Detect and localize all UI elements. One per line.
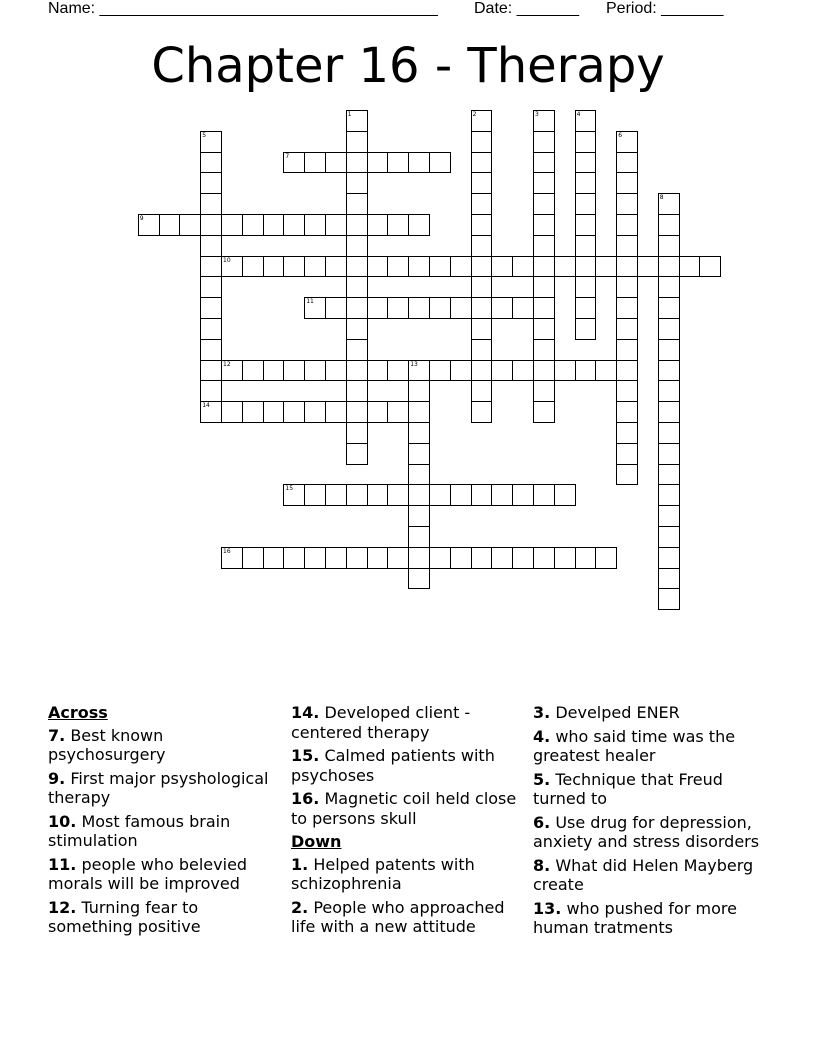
- grid-cell[interactable]: [221, 360, 243, 382]
- grid-cell[interactable]: [200, 256, 222, 278]
- grid-cell[interactable]: [658, 380, 680, 402]
- clue-number: 1: [347, 111, 352, 118]
- clue-down-8: 8. What did Helen Mayberg create: [533, 855, 754, 894]
- grid-cell[interactable]: [471, 193, 493, 215]
- grid-cell[interactable]: [616, 193, 638, 215]
- grid-cell[interactable]: [533, 193, 555, 215]
- grid-cell[interactable]: [658, 484, 680, 506]
- clue-number: 13: [410, 360, 418, 368]
- clue-number: 16: [223, 547, 231, 555]
- clue-down-6: 6. Use drug for depression, anxiety and stress disorders: [533, 812, 760, 851]
- grid-cell[interactable]: [658, 318, 680, 340]
- clue-number: 15: [285, 485, 294, 493]
- grid-cell[interactable]: [575, 131, 597, 153]
- clue-down-13: 13. who pushed for more human tratments: [533, 898, 737, 937]
- grid-cell[interactable]: [346, 256, 368, 278]
- clues-column-2: [291, 703, 523, 941]
- grid-cell[interactable]: [346, 235, 368, 257]
- grid-cell[interactable]: [221, 401, 243, 423]
- grid-cell[interactable]: [283, 214, 305, 236]
- grid-cell[interactable]: [387, 214, 409, 236]
- clue-across-12: 12. Turning fear to something positive: [48, 897, 201, 936]
- grid-cell[interactable]: [325, 401, 347, 423]
- grid-cell[interactable]: [616, 318, 638, 340]
- grid-cell[interactable]: [263, 401, 285, 423]
- grid-cell[interactable]: [179, 214, 201, 236]
- grid-cell[interactable]: [263, 360, 285, 382]
- grid-cell[interactable]: [533, 547, 555, 569]
- grid-cell[interactable]: [263, 256, 285, 278]
- grid-cell[interactable]: [408, 547, 430, 569]
- grid-cell[interactable]: [595, 360, 617, 382]
- grid-cell[interactable]: [575, 276, 597, 298]
- grid-cell[interactable]: [471, 131, 493, 153]
- grid-cell[interactable]: [658, 401, 680, 423]
- grid-cell[interactable]: [304, 547, 326, 569]
- grid-cell[interactable]: [429, 297, 451, 319]
- grid-cell[interactable]: [471, 401, 493, 423]
- grid-cell[interactable]: [575, 193, 597, 215]
- grid-cell[interactable]: [471, 172, 493, 194]
- grid-cell[interactable]: [616, 256, 638, 278]
- grid-cell[interactable]: [616, 339, 638, 361]
- grid-cell[interactable]: [242, 256, 264, 278]
- grid-cell[interactable]: [367, 547, 389, 569]
- grid-cell[interactable]: [679, 256, 701, 278]
- grid-cell[interactable]: [471, 235, 493, 257]
- clue-across-14: 14. Developed client - centered therapy: [291, 703, 471, 742]
- grid-cell[interactable]: [429, 256, 451, 278]
- grid-cell[interactable]: [346, 547, 368, 569]
- grid-cell[interactable]: [304, 297, 326, 319]
- grid-cell[interactable]: [408, 422, 430, 444]
- grid-cell[interactable]: [200, 131, 222, 153]
- date-field-label: Date: _______: [474, 0, 579, 17]
- grid-cell[interactable]: [658, 547, 680, 569]
- clue-across-15: 15. Calmed patients with psychoses: [291, 746, 495, 785]
- clue-down-4: 4. who said time was the greatest healer: [533, 726, 736, 765]
- clue-across-10: 10. Most famous brain stimulation: [48, 811, 231, 850]
- grid-cell[interactable]: [658, 360, 680, 382]
- grid-cell[interactable]: [554, 360, 576, 382]
- grid-cell[interactable]: [242, 401, 264, 423]
- grid-cell[interactable]: [658, 256, 680, 278]
- grid-cell[interactable]: [491, 547, 513, 569]
- grid-cell[interactable]: [471, 110, 493, 132]
- grid-cell[interactable]: [491, 297, 513, 319]
- grid-cell[interactable]: [200, 172, 222, 194]
- clue-number: 12: [223, 360, 231, 368]
- grid-cell[interactable]: [491, 484, 513, 506]
- grid-cell[interactable]: [533, 214, 555, 236]
- grid-cell[interactable]: [616, 401, 638, 423]
- grid-cell[interactable]: [242, 547, 264, 569]
- clue-across-7: 7. Best known psychosurgery: [48, 725, 166, 764]
- grid-cell[interactable]: [346, 318, 368, 340]
- grid-cell[interactable]: [575, 235, 597, 257]
- grid-cell[interactable]: [346, 339, 368, 361]
- grid-cell[interactable]: [408, 297, 430, 319]
- grid-cell[interactable]: [346, 360, 368, 382]
- grid-cell[interactable]: [533, 380, 555, 402]
- grid-cell[interactable]: [575, 110, 597, 132]
- grid-cell[interactable]: [658, 588, 680, 610]
- grid-cell[interactable]: [408, 214, 430, 236]
- grid-cell[interactable]: [533, 360, 555, 382]
- grid-cell[interactable]: [221, 256, 243, 278]
- grid-cell[interactable]: [325, 152, 347, 174]
- grid-cell[interactable]: [429, 152, 451, 174]
- grid-cell[interactable]: [325, 256, 347, 278]
- grid-cell[interactable]: [200, 193, 222, 215]
- grid-cell[interactable]: [346, 422, 368, 444]
- grid-cell[interactable]: [450, 297, 472, 319]
- grid-cell[interactable]: [658, 526, 680, 548]
- grid-cell[interactable]: [346, 380, 368, 402]
- grid-cell[interactable]: [367, 256, 389, 278]
- grid-cell[interactable]: [408, 360, 430, 382]
- grid-cell[interactable]: [242, 360, 264, 382]
- grid-cell[interactable]: [533, 131, 555, 153]
- grid-cell[interactable]: [471, 380, 493, 402]
- grid-cell[interactable]: [283, 256, 305, 278]
- grid-cell[interactable]: [408, 256, 430, 278]
- clue-across-16: 16. Magnetic coil held close to persons skull: [291, 789, 517, 828]
- grid-cell[interactable]: [387, 360, 409, 382]
- grid-cell[interactable]: [471, 547, 493, 569]
- grid-cell[interactable]: [283, 484, 305, 506]
- grid-cell[interactable]: [387, 547, 409, 569]
- grid-cell[interactable]: [450, 256, 472, 278]
- grid-cell[interactable]: [346, 152, 368, 174]
- grid-cell[interactable]: [304, 256, 326, 278]
- grid-cell[interactable]: [367, 484, 389, 506]
- grid-cell[interactable]: [512, 256, 534, 278]
- grid-cell[interactable]: [304, 401, 326, 423]
- grid-cell[interactable]: [533, 172, 555, 194]
- grid-cell[interactable]: [408, 401, 430, 423]
- grid-cell[interactable]: [554, 547, 576, 569]
- grid-cell[interactable]: [346, 401, 368, 423]
- grid-cell[interactable]: [304, 214, 326, 236]
- grid-cell[interactable]: [616, 464, 638, 486]
- grid-cell[interactable]: [471, 297, 493, 319]
- grid-cell[interactable]: [595, 547, 617, 569]
- grid-cell[interactable]: [637, 256, 659, 278]
- grid-cell[interactable]: [699, 256, 721, 278]
- grid-cell[interactable]: [595, 256, 617, 278]
- grid-cell[interactable]: [533, 297, 555, 319]
- grid-cell[interactable]: [450, 547, 472, 569]
- grid-cell[interactable]: [387, 152, 409, 174]
- grid-cell[interactable]: [387, 256, 409, 278]
- grid-cell[interactable]: [200, 297, 222, 319]
- grid-cell[interactable]: [533, 110, 555, 132]
- grid-cell[interactable]: [200, 360, 222, 382]
- grid-cell[interactable]: [408, 443, 430, 465]
- grid-cell[interactable]: [575, 547, 597, 569]
- grid-cell[interactable]: [200, 318, 222, 340]
- grid-cell[interactable]: [346, 193, 368, 215]
- clue-number: 7: [285, 152, 290, 160]
- clue-number: 11: [306, 298, 314, 306]
- grid-cell[interactable]: [367, 401, 389, 423]
- grid-cell[interactable]: [658, 214, 680, 236]
- grid-cell[interactable]: [575, 214, 597, 236]
- grid-cell[interactable]: [304, 360, 326, 382]
- grid-cell[interactable]: [616, 152, 638, 174]
- grid-cell[interactable]: [533, 152, 555, 174]
- grid-cell[interactable]: [575, 318, 597, 340]
- grid-cell[interactable]: [283, 152, 305, 174]
- grid-cell[interactable]: [346, 214, 368, 236]
- grid-cell[interactable]: [408, 526, 430, 548]
- grid-cell[interactable]: [471, 339, 493, 361]
- grid-cell[interactable]: [616, 443, 638, 465]
- grid-cell[interactable]: [200, 214, 222, 236]
- grid-cell[interactable]: [658, 276, 680, 298]
- grid-cell[interactable]: [658, 297, 680, 319]
- clue-number: 8: [659, 194, 664, 202]
- period-field-label: Period: _______: [606, 0, 724, 17]
- clue-down-5: 5. Technique that Freud turned to: [533, 769, 723, 808]
- grid-cell[interactable]: [367, 360, 389, 382]
- grid-cell[interactable]: [346, 443, 368, 465]
- grid-cell[interactable]: [471, 214, 493, 236]
- grid-cell[interactable]: [200, 235, 222, 257]
- grid-cell[interactable]: [533, 276, 555, 298]
- grid-cell[interactable]: [471, 256, 493, 278]
- grid-cell[interactable]: [242, 214, 264, 236]
- grid-cell[interactable]: [200, 276, 222, 298]
- grid-cell[interactable]: [346, 172, 368, 194]
- grid-cell[interactable]: [429, 360, 451, 382]
- grid-cell[interactable]: [575, 152, 597, 174]
- grid-cell[interactable]: [575, 360, 597, 382]
- clue-number: 9: [139, 215, 144, 222]
- grid-cell[interactable]: [387, 484, 409, 506]
- clue-number: 3: [535, 111, 539, 118]
- grid-cell[interactable]: [367, 214, 389, 236]
- grid-cell[interactable]: [408, 464, 430, 486]
- grid-cell[interactable]: [658, 422, 680, 444]
- grid-cell[interactable]: [658, 235, 680, 257]
- grid-cell[interactable]: [512, 547, 534, 569]
- grid-cell[interactable]: [450, 360, 472, 382]
- grid-cell[interactable]: [471, 152, 493, 174]
- grid-cell[interactable]: [616, 360, 638, 382]
- grid-cell[interactable]: [387, 401, 409, 423]
- grid-cell[interactable]: [283, 547, 305, 569]
- clue-down-3: 3. Develped ENER: [533, 703, 680, 722]
- grid-cell[interactable]: [367, 297, 389, 319]
- grid-cell[interactable]: [491, 360, 513, 382]
- grid-cell[interactable]: [575, 172, 597, 194]
- grid-cell[interactable]: [533, 339, 555, 361]
- clue-number: 10: [223, 256, 231, 264]
- page-title: Chapter 16 - Therapy: [151, 38, 665, 94]
- grid-cell[interactable]: [263, 547, 285, 569]
- grid-cell[interactable]: [616, 235, 638, 257]
- grid-cell[interactable]: [325, 214, 347, 236]
- grid-cell[interactable]: [616, 380, 638, 402]
- clue-number: 6: [618, 131, 623, 139]
- grid-cell[interactable]: [200, 401, 222, 423]
- grid-cell[interactable]: [367, 152, 389, 174]
- grid-cell[interactable]: [221, 547, 243, 569]
- grid-cell[interactable]: [575, 297, 597, 319]
- grid-cell[interactable]: [575, 256, 597, 278]
- grid-cell[interactable]: [408, 152, 430, 174]
- grid-cell[interactable]: [658, 193, 680, 215]
- grid-cell[interactable]: [554, 256, 576, 278]
- grid-cell[interactable]: [471, 484, 493, 506]
- clue-down-2: 2. People who approached life with a new attitude: [291, 897, 505, 936]
- grid-cell[interactable]: [283, 401, 305, 423]
- grid-cell[interactable]: [658, 443, 680, 465]
- grid-cell[interactable]: [429, 547, 451, 569]
- clue-number: 2: [472, 111, 477, 118]
- grid-cell[interactable]: [512, 360, 534, 382]
- grid-cell[interactable]: [471, 360, 493, 382]
- grid-cell[interactable]: [533, 235, 555, 257]
- grid-cell[interactable]: [346, 131, 368, 153]
- down-heading: Down: [291, 832, 342, 851]
- grid-cell[interactable]: [491, 256, 513, 278]
- grid-cell[interactable]: [408, 484, 430, 506]
- grid-cell[interactable]: [200, 152, 222, 174]
- grid-cell[interactable]: [159, 214, 181, 236]
- grid-cell[interactable]: [325, 547, 347, 569]
- grid-cell[interactable]: [408, 568, 430, 590]
- grid-cell[interactable]: [304, 152, 326, 174]
- grid-cell[interactable]: [658, 339, 680, 361]
- clues-column-1: [48, 703, 280, 941]
- grid-cell[interactable]: [138, 214, 160, 236]
- grid-cell[interactable]: [471, 318, 493, 340]
- grid-cell[interactable]: [325, 360, 347, 382]
- clue-number: 14: [202, 402, 210, 410]
- grid-cell[interactable]: [533, 484, 555, 506]
- grid-cell[interactable]: [658, 505, 680, 527]
- grid-cell[interactable]: [408, 380, 430, 402]
- grid-cell[interactable]: [533, 401, 555, 423]
- clue-across-11: 11. people who belevied morals will be improved: [48, 854, 248, 893]
- grid-cell[interactable]: [658, 464, 680, 486]
- clue-number: 5: [202, 131, 207, 139]
- grid-cell[interactable]: [616, 297, 638, 319]
- across-heading: Across: [48, 703, 108, 722]
- grid-cell[interactable]: [616, 276, 638, 298]
- name-field-label: Name: ______________________________________: [48, 0, 438, 17]
- grid-cell[interactable]: [429, 484, 451, 506]
- grid-cell[interactable]: [346, 297, 368, 319]
- grid-cell[interactable]: [533, 318, 555, 340]
- clue-number: 4: [576, 111, 581, 118]
- grid-cell[interactable]: [200, 380, 222, 402]
- grid-cell[interactable]: [512, 484, 534, 506]
- grid-cell[interactable]: [450, 484, 472, 506]
- grid-cell[interactable]: [408, 505, 430, 527]
- grid-cell[interactable]: [221, 214, 243, 236]
- grid-cell[interactable]: [200, 339, 222, 361]
- grid-cell[interactable]: [512, 297, 534, 319]
- grid-cell[interactable]: [616, 131, 638, 153]
- grid-cell[interactable]: [471, 276, 493, 298]
- grid-cell[interactable]: [346, 110, 368, 132]
- clue-down-1: 1. Helped patents with schizophrenia: [291, 854, 475, 893]
- grid-cell[interactable]: [346, 484, 368, 506]
- grid-cell[interactable]: [616, 214, 638, 236]
- grid-cell[interactable]: [346, 276, 368, 298]
- grid-cell[interactable]: [304, 484, 326, 506]
- grid-cell[interactable]: [283, 360, 305, 382]
- clues-column-3: [533, 703, 765, 942]
- grid-cell[interactable]: [616, 422, 638, 444]
- grid-cell[interactable]: [387, 297, 409, 319]
- grid-cell[interactable]: [554, 484, 576, 506]
- grid-cell[interactable]: [658, 568, 680, 590]
- grid-cell[interactable]: [325, 484, 347, 506]
- grid-cell[interactable]: [533, 256, 555, 278]
- clue-across-9: 9. First major psyshological therapy: [48, 768, 269, 807]
- grid-cell[interactable]: [616, 172, 638, 194]
- grid-cell[interactable]: [263, 214, 285, 236]
- grid-cell[interactable]: [325, 297, 347, 319]
